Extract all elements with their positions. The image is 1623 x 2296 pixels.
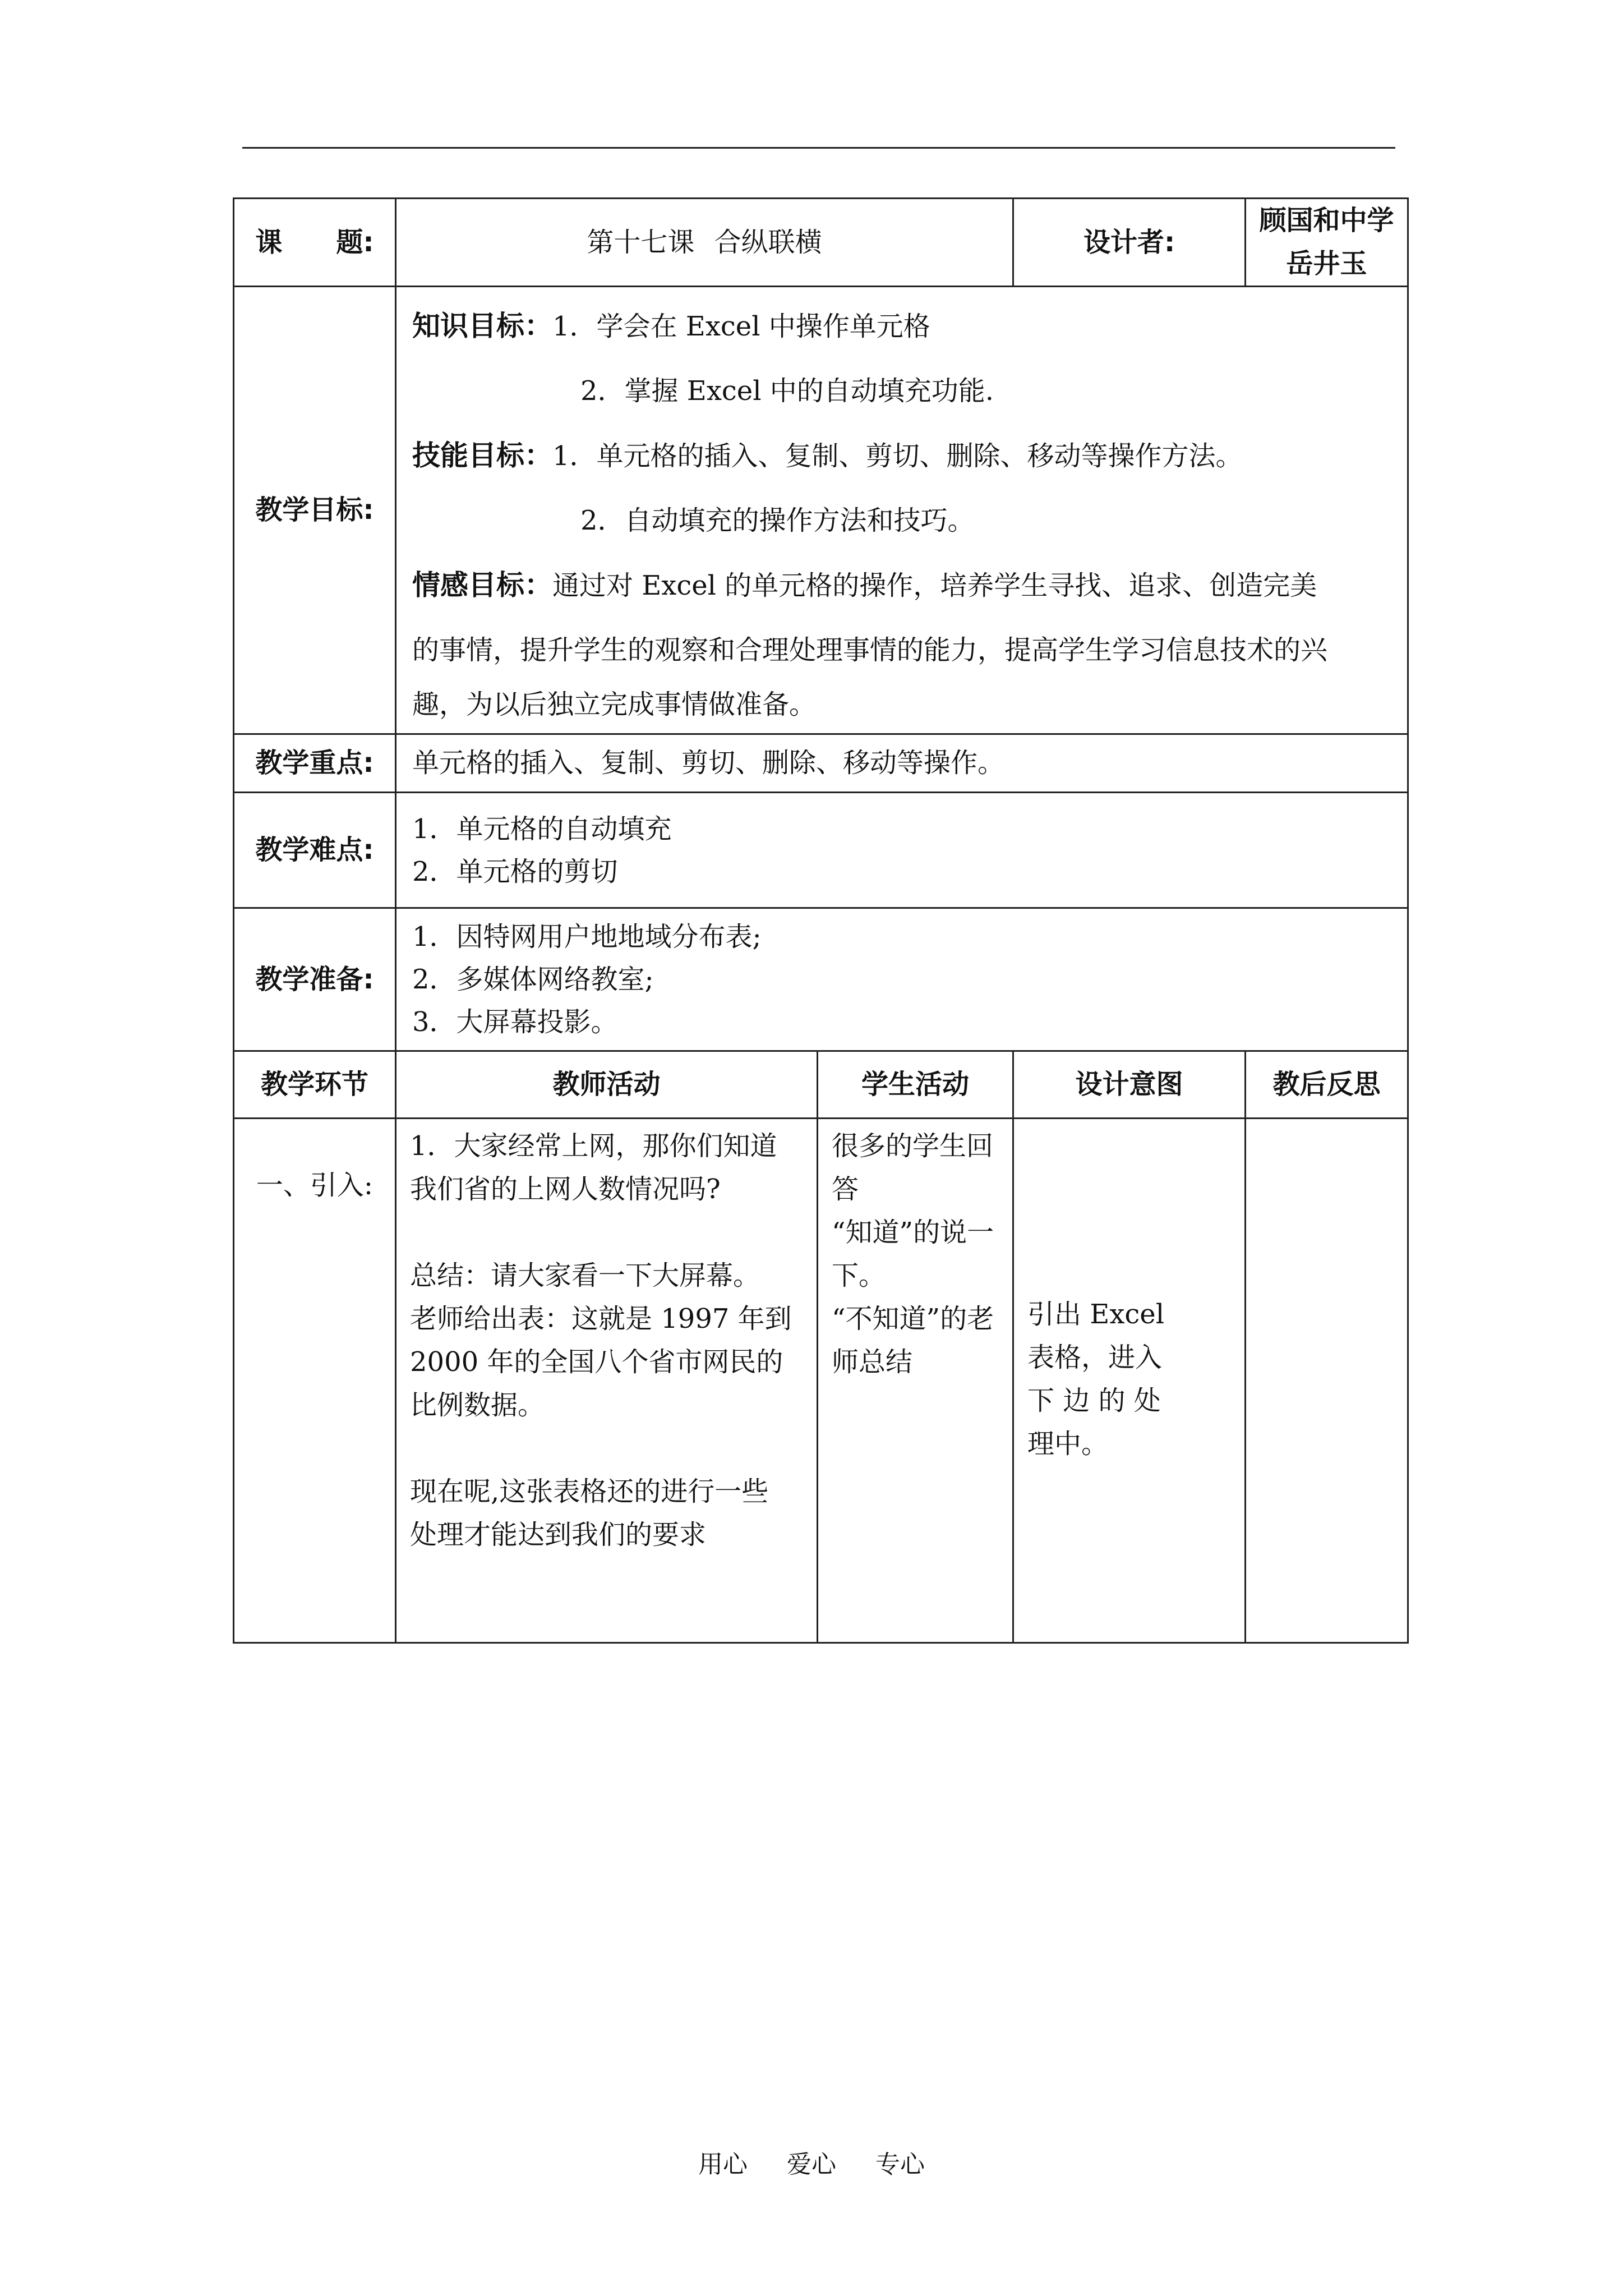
student-line-4: “不知道”的老 — [832, 1303, 994, 1335]
page-footer — [0, 2144, 1623, 2180]
teacher-line-3: 总结：请大家看一下大屏幕。 — [410, 1260, 760, 1291]
footer-part-1: 用心 — [698, 2150, 748, 2179]
intro-stage-cell — [234, 1119, 396, 1643]
intro-teacher-cell — [396, 1119, 818, 1643]
intro-reflection-cell — [1246, 1119, 1408, 1643]
designer-school: 顾国和中学 — [1259, 205, 1394, 236]
teacher-gap-1 — [410, 1211, 803, 1254]
preparation-row — [234, 908, 1408, 1051]
intro-student-activity — [818, 1119, 1012, 1389]
teacher-line-8: 处理才能达到我们的要求 — [410, 1519, 707, 1550]
knowledge-goal-1: 1．学会在 Excel 中操作单元格 — [552, 311, 930, 342]
difficulty-item-1: 1．单元格的自动填充 — [412, 813, 672, 845]
activity-header-row — [234, 1051, 1408, 1119]
footer-part-2: 爱心 — [787, 2150, 836, 2179]
lesson-number: 第十七课 — [587, 226, 695, 258]
intro-stage: 一、引入: — [256, 1170, 374, 1201]
teacher-line-5: 2000 年的全国八个省市网民的 — [410, 1346, 783, 1378]
column-stage: 教学环节 — [234, 1051, 396, 1119]
intent-line-3: 下 边 的 处 — [1027, 1385, 1161, 1416]
emotion-goal — [412, 553, 1391, 618]
teacher-gap-2 — [410, 1427, 803, 1470]
topic-row — [234, 199, 1408, 287]
objectives-label: 教学目标: — [234, 287, 396, 734]
student-line-2: “知道”的说一 — [832, 1217, 994, 1248]
designer-label: 设计者: — [1013, 199, 1246, 287]
preparation-item-3: 3．大屏幕投影。 — [412, 1006, 618, 1038]
teacher-line-6: 比例数据。 — [410, 1389, 545, 1421]
key-points-text: 单元格的插入、复制、剪切、删除、移动等操作。 — [396, 734, 1408, 793]
intro-reflection — [1246, 1119, 1407, 1130]
lesson-name: 合纵联横 — [714, 226, 822, 258]
topic-label: 课 题: — [234, 199, 396, 287]
column-intent: 设计意图 — [1013, 1051, 1246, 1119]
column-teacher: 教师活动 — [396, 1051, 818, 1119]
intro-teacher-activity — [396, 1119, 817, 1562]
student-line-3: 下。 — [832, 1260, 886, 1291]
key-points-row — [234, 734, 1408, 793]
preparation-item-1: 1．因特网用户地地域分布表; — [412, 921, 762, 953]
key-points-label: 教学重点: — [234, 734, 396, 793]
emotion-goal-heading: 情感目标： — [412, 569, 552, 601]
difficulties-label: 教学难点: — [234, 793, 396, 908]
lesson-plan-table — [233, 197, 1409, 1644]
emotion-goal-text-3: 趣，为以后独立完成事情做准备。 — [412, 689, 817, 720]
designer-name: 岳井玉 — [1286, 248, 1367, 279]
student-line-5: 师总结 — [832, 1346, 913, 1378]
intro-row — [234, 1119, 1408, 1643]
teacher-line-2: 我们省的上网人数情况吗? — [410, 1174, 721, 1205]
intent-line-4: 理中。 — [1027, 1428, 1109, 1460]
lesson-title — [396, 199, 1013, 287]
column-student: 学生活动 — [818, 1051, 1013, 1119]
teacher-line-7: 现在呢,这张表格还的进行一些 — [410, 1476, 769, 1507]
emotion-goal-text-2: 的事情，提升学生的观察和合理处理事情的能力，提高学生学习信息技术的兴 — [412, 634, 1328, 666]
preparation-content — [396, 908, 1408, 1051]
objectives-row — [234, 287, 1408, 734]
emotion-goal-text-1: 通过对 Excel 的单元格的操作，培养学生寻找、追求、创造完美 — [552, 570, 1317, 601]
intent-line-1: 引出 Excel — [1027, 1299, 1165, 1330]
column-reflection: 教后反思 — [1246, 1051, 1408, 1119]
skill-goal — [412, 424, 1391, 489]
header-rule — [242, 147, 1395, 149]
difficulty-item-2: 2．单元格的剪切 — [412, 855, 618, 887]
skill-goal-2: 2．自动填充的操作方法和技巧。 — [580, 505, 975, 536]
teacher-line-4: 老师给出表：这就是 1997 年到 — [410, 1303, 792, 1335]
footer-part-3: 专心 — [875, 2150, 925, 2179]
skill-goal-heading: 技能目标： — [412, 439, 552, 472]
knowledge-goal — [412, 294, 1391, 359]
difficulties-content — [396, 793, 1408, 908]
intro-student-cell — [818, 1119, 1013, 1643]
teacher-line-1: 1．大家经常上网，那你们知道 — [410, 1130, 777, 1162]
intent-line-2: 表格，进入 — [1027, 1342, 1163, 1373]
knowledge-goal-2: 2．掌握 Excel 中的自动填充功能. — [580, 375, 994, 407]
student-line-1: 很多的学生回答 — [832, 1130, 994, 1205]
preparation-label: 教学准备: — [234, 908, 396, 1051]
skill-goal-1: 1．单元格的插入、复制、剪切、删除、移动等操作方法。 — [552, 440, 1243, 472]
preparation-item-2: 2．多媒体网络教室; — [412, 964, 654, 995]
intro-design-intent — [1014, 1119, 1244, 1466]
designer-info — [1246, 199, 1408, 287]
knowledge-goal-heading: 知识目标： — [412, 310, 552, 342]
difficulties-row — [234, 793, 1408, 908]
objectives-content — [396, 287, 1408, 734]
intro-intent-cell — [1013, 1119, 1246, 1643]
